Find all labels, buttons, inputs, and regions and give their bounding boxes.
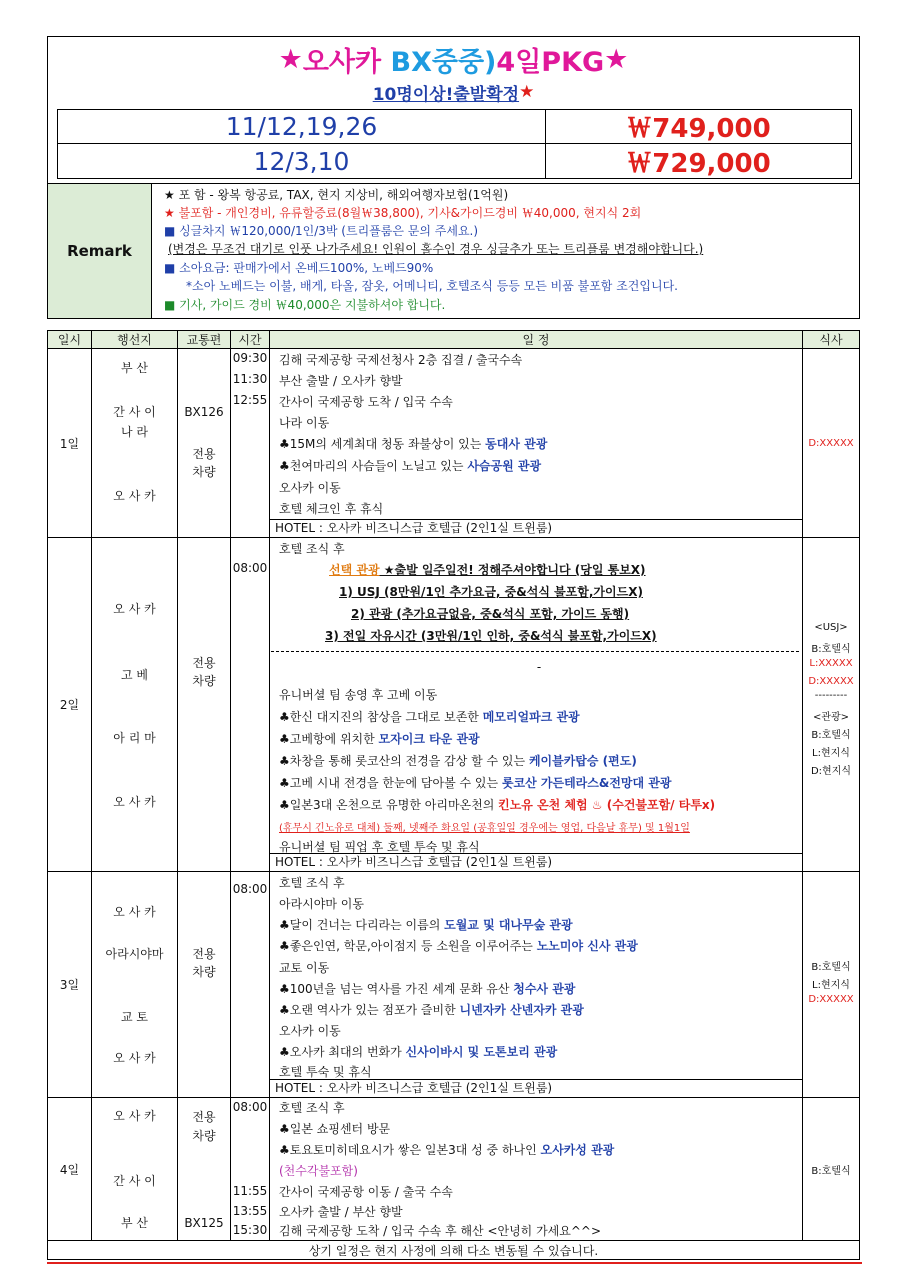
header-schedule: 일 정	[269, 331, 802, 348]
place-4-1: 오 사 카	[113, 1108, 156, 1123]
sched-2-1: 호텔 조식 후	[279, 542, 345, 556]
time-1-3: 12:55	[232, 393, 268, 407]
day-row-2	[48, 538, 859, 872]
title-box	[47, 36, 860, 184]
sched-2-5: 3) 전일 자유시간 (3만원/1인 인하, 중&석식 불포함,가이드X)	[325, 629, 657, 643]
place-1-1: 부 산	[121, 360, 148, 375]
price-dates-1: 11/12,19,26	[58, 110, 546, 143]
sched-2-13: (휴무시 긴노유로 대체) 둘째, 넷째주 화요일 (공휴일일 경우에는 영업, 다음날 휴무) 및 1월1일	[279, 823, 690, 834]
place-4-3: 부 산	[121, 1215, 148, 1230]
place-3-1: 오 사 카	[113, 904, 156, 919]
price-row-2	[57, 143, 852, 179]
sched-2-2: 선택 관광 ★출발 일주일전! 정해주셔야합니다 (당일 통보X)	[329, 563, 646, 577]
day-label-1: 1일	[59, 436, 80, 451]
day-label-4: 4일	[59, 1162, 80, 1177]
meal-3-3: D:XXXXX	[808, 994, 854, 1005]
meal-2-5: ---------	[814, 690, 848, 701]
sched-4-2: ♣일본 쇼핑센터 방문	[279, 1122, 391, 1136]
day-label-2: 2일	[59, 698, 80, 712]
day-row-3	[48, 872, 859, 1098]
schedule-1	[279, 349, 799, 519]
sched-3-10: 호텔 투숙 및 휴식	[279, 1065, 372, 1079]
sched-3-4: ♣좋은인연, 학문,아이점지 등 소원을 이루어주는 노노미야 신사 관광	[279, 939, 638, 953]
sched-4-3: ♣토요토미히데요시가 쌓은 일본3대 성 중 하나인 오사카성 관광	[279, 1143, 615, 1157]
sched-1-3: 간사이 국제공항 도착 / 입국 수속	[279, 395, 453, 409]
transport-2-2: 차량	[192, 673, 216, 688]
sched-4-5: 간사이 국제공항 이동 / 출국 수속	[279, 1185, 453, 1199]
meal-2-4: D:XXXXX	[808, 676, 854, 687]
day-label-3: 3일	[59, 978, 80, 992]
sched-1-7: 오사카 이동	[279, 481, 341, 495]
place-3-4: 오 사 카	[113, 1050, 156, 1065]
price-amount-2: ￦729,000	[626, 148, 771, 179]
time-1-1: 09:30	[232, 351, 268, 365]
itinerary-table	[47, 330, 860, 1260]
remark-box	[47, 183, 860, 319]
header-transport: 교통편	[177, 331, 230, 348]
main-title	[48, 41, 859, 77]
sched-2-11: ♣고베 시내 전경을 한눈에 담아볼 수 있는 롯코산 가든테라스&전망대 관광	[279, 776, 672, 790]
header-meals: 식사	[802, 331, 859, 348]
sched-4-4: (천수각불포함)	[279, 1164, 358, 1178]
sched-2-10: ♣차창을 통해 롯코산의 전경을 감상 할 수 있는 케이블카탑승 (편도)	[279, 754, 637, 768]
meals-3	[803, 958, 859, 1018]
schedule-2	[279, 538, 799, 853]
table-header	[48, 331, 859, 349]
schedule-3	[279, 872, 799, 1079]
dashed-separator	[271, 651, 799, 652]
place-2-1: 오 사 카	[113, 601, 156, 616]
time-1-2: 11:30	[232, 372, 268, 386]
sched-3-7: ♣오랜 역사가 있는 점포가 즐비한 니넨자카 산넨자카 관광	[279, 1003, 584, 1017]
time-2-1: 08:00	[232, 561, 268, 575]
sched-1-4: 나라 이동	[279, 416, 330, 430]
hotel-2: HOTEL : 오사카 비즈니스급 호텔급 (2인1실 트윈룸)	[270, 853, 802, 871]
sched-3-3: ♣달이 건너는 다리라는 이름의 도월교 및 대나무숲 관광	[279, 918, 573, 932]
table-footer: 상기 일정은 현지 사정에 의해 다소 변동될 수 있습니다.	[308, 1243, 599, 1258]
remark-line-3: ■ 싱글차지 ￦120,000/1인/3박 (트리플룸은 문의 주세요.)	[164, 224, 479, 238]
sched-1-5: ♣15M의 세계최대 청동 좌불상이 있는 동대사 관광	[279, 437, 548, 451]
meals-2	[803, 622, 859, 792]
meal-3-2: L:현지식	[812, 980, 850, 991]
sched-1-2: 부산 출발 / 오사카 향발	[279, 374, 403, 388]
title-part-c: 4일PKG	[496, 46, 605, 78]
meal-2-6: <관광>	[812, 712, 850, 723]
meal-2-9: D:현지식	[810, 766, 852, 777]
meal-2-1: <USJ>	[814, 622, 848, 633]
bottom-rule	[47, 1262, 862, 1264]
sched-2-4: 2) 관광 (추가요금없음, 중&석식 포함, 가이드 동행)	[351, 607, 630, 621]
sched-4-7: 김해 국제공항 도착 / 입국 수속 후 해산 <안녕히 가세요^^>	[279, 1224, 602, 1238]
sched-2-8: ♣한신 대지진의 참상을 그대로 보존한 메모리얼파크 관광	[279, 710, 580, 724]
transport-1-3: 차량	[192, 464, 216, 479]
meal-2-3: L:XXXXX	[809, 658, 853, 669]
price-dates-2: 12/3,10	[58, 144, 546, 178]
price-row-1	[57, 109, 852, 144]
transport-4-2: 차량	[192, 1128, 216, 1143]
subtitle-star: ★	[519, 82, 535, 102]
place-2-4: 오 사 카	[113, 794, 156, 809]
sched-3-6: ♣100년을 넘는 역사를 가진 세계 문화 유산 청수사 관광	[279, 982, 576, 996]
time-4-3: 13:55	[232, 1204, 268, 1218]
transport-4-3: BX125	[184, 1216, 224, 1230]
day-row-1	[48, 349, 859, 538]
subtitle-text: 10명이상!출발확정	[372, 84, 520, 105]
title-part-a: 오사카	[302, 46, 391, 78]
transport-3-1: 전용	[192, 946, 216, 961]
place-1-3: 나 라	[121, 424, 148, 439]
sched-2-7: 유니버셜 팀 송영 후 고베 이동	[279, 688, 438, 702]
place-3-3: 교 토	[121, 1009, 148, 1024]
place-3-2: 아라시야마	[105, 946, 164, 961]
meal-4-1: B:호텔식	[811, 1165, 851, 1177]
header-time: 시간	[230, 331, 269, 348]
transport-2-1: 전용	[192, 655, 216, 670]
transport-1-1: BX126	[184, 405, 224, 419]
sched-3-9: ♣오사카 최대의 번화가 신사이바시 및 도톤보리 관광	[279, 1045, 558, 1059]
remark-line-6: *소아 노베드는 이불, 배게, 타올, 잠옷, 어메니티, 호텔조식 등등 모든 비품 불포함 조건입니다.	[186, 279, 678, 293]
sched-2-12: ♣일본3대 온천으로 유명한 아리마온천의 킨노유 온천 체험 ♨ (수건불포함/ 타투x)	[279, 798, 716, 812]
sched-3-5: 교토 이동	[279, 961, 330, 975]
sched-4-6: 오사카 출발 / 부산 향발	[279, 1205, 403, 1219]
transport-3-2: 차량	[192, 964, 216, 979]
sched-2-14: 유니버셜 팀 픽업 후 호텔 투숙 및 휴식	[279, 840, 480, 854]
title-part-b: BX중중)	[390, 46, 497, 78]
meal-1-1: D:XXXXX	[808, 437, 854, 449]
sched-2-9: ♣고베항에 위치한 모자이크 타운 관광	[279, 732, 480, 746]
sched-3-2: 아라시야마 이동	[279, 897, 364, 911]
remark-line-4: (변경은 무조건 대기로 인풋 나가주세요! 인원이 홀수인 경우 싱글추가 또는 트리플룸 변경해야합니다.)	[168, 242, 704, 256]
remark-lines	[164, 186, 854, 316]
remark-label: Remark	[48, 184, 152, 318]
hotel-3: HOTEL : 오사카 비즈니스급 호텔급 (2인1실 트윈룸)	[270, 1079, 802, 1097]
day-row-4	[48, 1098, 859, 1241]
sched-1-8: 호텔 체크인 후 휴식	[279, 502, 384, 516]
place-2-2: 고 베	[121, 667, 148, 682]
sched-1-6: ♣천여마리의 사슴들이 노닐고 있는 사슴공원 관광	[279, 459, 542, 473]
sched-2-6: -	[536, 660, 542, 674]
remark-line-7: ■ 기사, 가이드 경비 ￦40,000은 지불하셔야 합니다.	[164, 298, 446, 312]
meal-2-2: B:호텔식	[811, 644, 851, 655]
schedule-4	[279, 1098, 799, 1240]
transport-1-2: 전용	[192, 446, 216, 461]
time-4-1: 08:00	[232, 1100, 268, 1114]
price-amount-1: ￦749,000	[626, 114, 771, 144]
title-star-left: ★	[278, 43, 303, 75]
sched-3-1: 호텔 조식 후	[279, 876, 345, 890]
place-2-3: 아 리 마	[113, 730, 156, 745]
header-date: 일시	[57, 333, 82, 347]
sched-3-8: 오사카 이동	[279, 1024, 341, 1038]
place-1-2: 간 사 이	[113, 404, 156, 419]
meal-3-1: B:호텔식	[811, 962, 851, 973]
remark-line-5: ■ 소아요금: 판매가에서 온베드100%, 노베드90%	[164, 261, 434, 275]
remark-line-2: ★ 불포함 - 개인경비, 유류할증료(8월￦38,800), 기사&가이드경비 ￦40,000, 현지식 2회	[164, 206, 642, 220]
time-4-2: 11:55	[232, 1184, 268, 1198]
place-1-4: 오 사 카	[113, 488, 156, 503]
time-3-1: 08:00	[232, 882, 268, 896]
sched-1-1: 김해 국제공항 국제선청사 2층 집결 / 출국수속	[279, 353, 523, 367]
hotel-1: HOTEL : 오사카 비즈니스급 호텔급 (2인1실 트윈룸)	[270, 519, 802, 537]
transport-4-1: 전용	[192, 1109, 216, 1124]
meal-2-7: B:호텔식	[811, 730, 851, 741]
remark-line-1: ★ 포 함 - 왕복 항공료, TAX, 현지 지상비, 해외여행자보험(1억원)	[164, 188, 509, 202]
header-destination: 행선지	[91, 331, 177, 348]
place-4-2: 간 사 이	[113, 1173, 156, 1188]
time-4-4: 15:30	[232, 1223, 268, 1237]
sched-4-1: 호텔 조식 후	[279, 1101, 345, 1115]
meal-2-8: L:현지식	[812, 748, 850, 759]
sched-2-3: 1) USJ (8만원/1인 추가요금, 중&석식 불포함,가이드X)	[339, 585, 643, 599]
title-star-right: ★	[604, 43, 629, 75]
subtitle	[48, 81, 859, 103]
